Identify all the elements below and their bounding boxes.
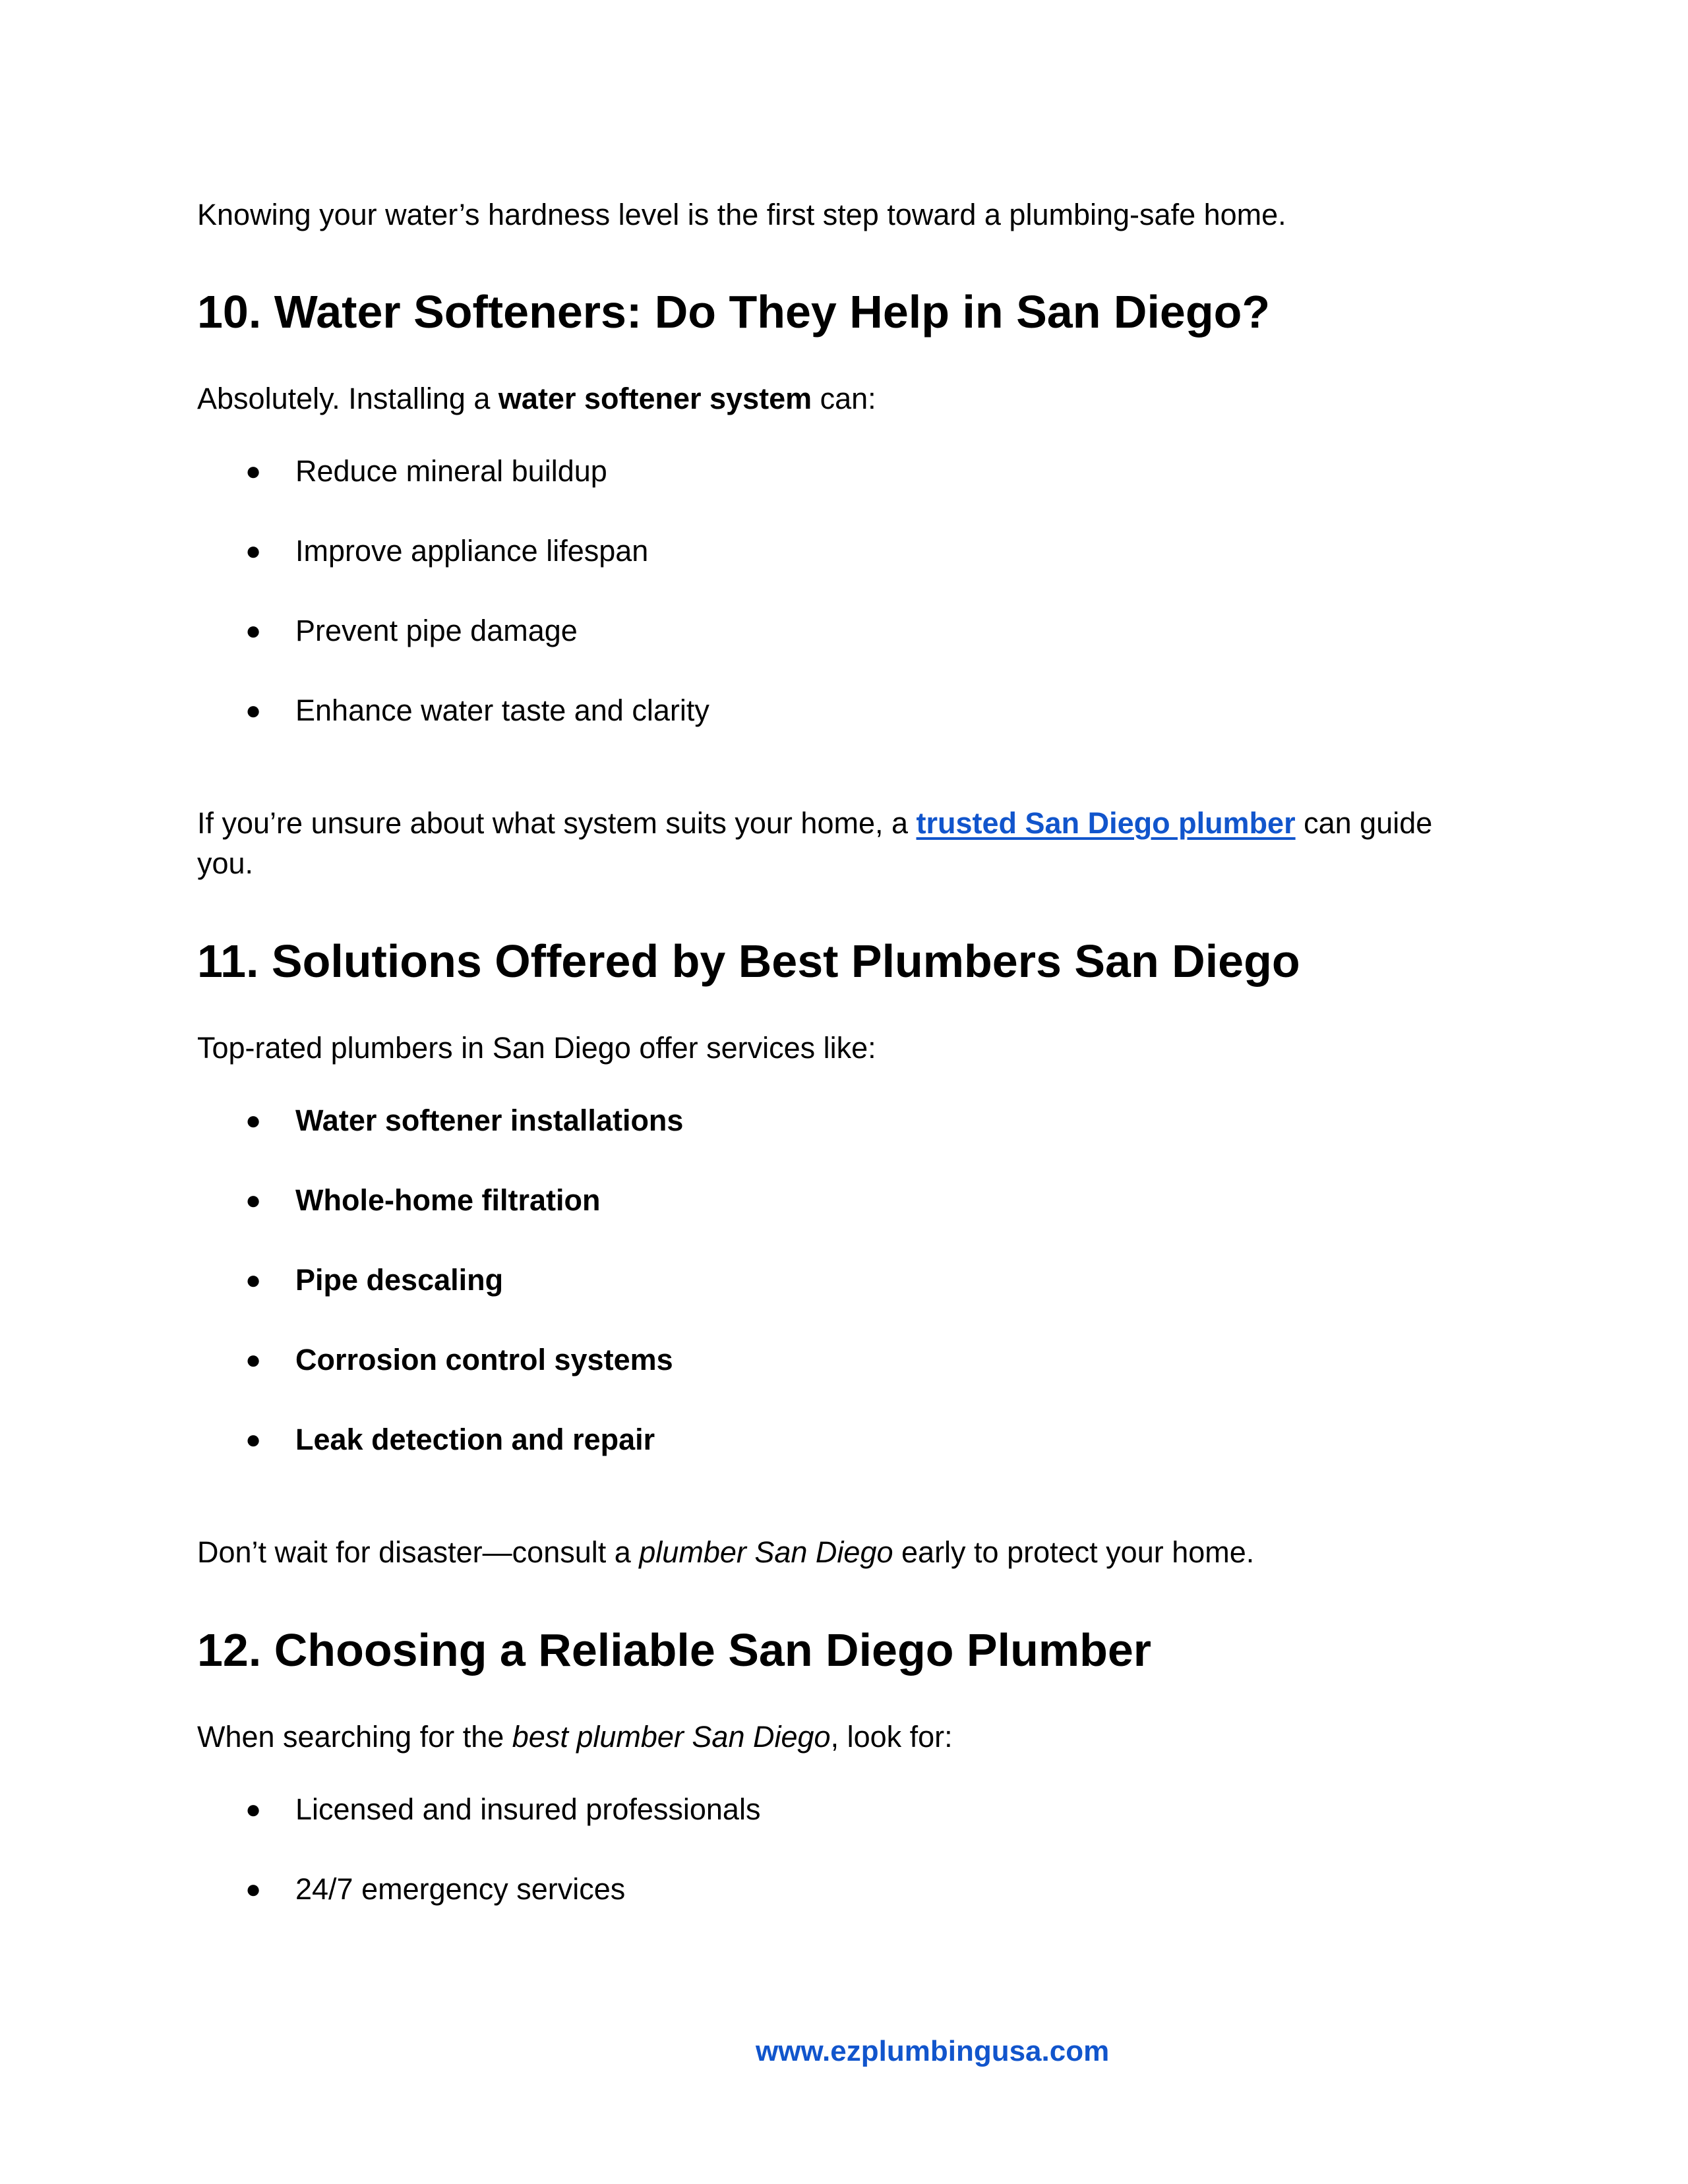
section-10-follow-line1 bbox=[197, 804, 1432, 843]
section-10-lead bbox=[197, 379, 876, 419]
bullet-glyph: ● bbox=[245, 616, 262, 645]
list-item: Improve appliance lifespan bbox=[295, 534, 649, 568]
section-10-lead-suffix: can: bbox=[812, 382, 876, 415]
list-item: Leak detection and repair bbox=[295, 1423, 655, 1456]
section-11-follow-prefix: Don’t wait for disaster—consult a bbox=[197, 1535, 640, 1569]
trusted-plumber-link[interactable]: trusted San Diego plumber bbox=[916, 806, 1296, 840]
section-11-heading: 11. Solutions Offered by Best Plumbers San Diego bbox=[197, 935, 1300, 987]
section-12-heading: 12. Choosing a Reliable San Diego Plumber bbox=[197, 1624, 1151, 1676]
bullet-glyph: ● bbox=[245, 1186, 262, 1215]
section-11-follow bbox=[197, 1533, 1254, 1572]
bullet-glyph: ● bbox=[245, 1266, 262, 1295]
bullet-glyph: ● bbox=[245, 1795, 262, 1824]
section-10-lead-bold: water softener system bbox=[498, 382, 812, 415]
bullet-glyph: ● bbox=[245, 1345, 262, 1374]
section-10-follow-line2: you. bbox=[197, 846, 254, 880]
section-10-follow-suffix: can guide bbox=[1295, 806, 1433, 840]
section-10-lead-prefix: Absolutely. Installing a bbox=[197, 382, 498, 415]
intro-paragraph bbox=[197, 195, 1286, 235]
list-item: Licensed and insured professionals bbox=[295, 1792, 761, 1826]
bullet-glyph: ● bbox=[245, 1106, 262, 1135]
footer-website-link[interactable]: www.ezplumbingusa.com bbox=[756, 2035, 1110, 2067]
bullet-glyph: ● bbox=[245, 457, 262, 486]
intro-text: Knowing your water’s hardness level is the first step toward a plumbing-safe home. bbox=[197, 198, 1286, 231]
section-11-lead: Top-rated plumbers in San Diego offer services like: bbox=[197, 1031, 876, 1065]
section-10-heading: 10. Water Softeners: Do They Help in San Diego? bbox=[197, 286, 1271, 338]
section-12-lead bbox=[197, 1717, 953, 1757]
list-item: Prevent pipe damage bbox=[295, 614, 578, 647]
list-item: Corrosion control systems bbox=[295, 1343, 673, 1376]
section-12-lead-prefix: When searching for the bbox=[197, 1720, 512, 1754]
section-11-follow-suffix: early to protect your home. bbox=[893, 1535, 1255, 1569]
section-12-lead-italic: best plumber San Diego bbox=[512, 1720, 831, 1754]
list-item: Enhance water taste and clarity bbox=[295, 694, 709, 727]
list-item: Water softener installations bbox=[295, 1104, 684, 1137]
section-11-follow-italic: plumber San Diego bbox=[639, 1535, 893, 1569]
section-10-follow-prefix: If you’re unsure about what system suits your home, a bbox=[197, 806, 917, 840]
section-12-lead-suffix: , look for: bbox=[830, 1720, 953, 1754]
bullet-glyph: ● bbox=[245, 1425, 262, 1454]
list-item: Reduce mineral buildup bbox=[295, 454, 607, 488]
bullet-glyph: ● bbox=[245, 537, 262, 566]
list-item: Pipe descaling bbox=[295, 1263, 504, 1297]
bullet-glyph: ● bbox=[245, 1875, 262, 1904]
list-item: 24/7 emergency services bbox=[295, 1872, 626, 1906]
bullet-glyph: ● bbox=[245, 696, 262, 725]
list-item: Whole-home filtration bbox=[295, 1183, 601, 1217]
